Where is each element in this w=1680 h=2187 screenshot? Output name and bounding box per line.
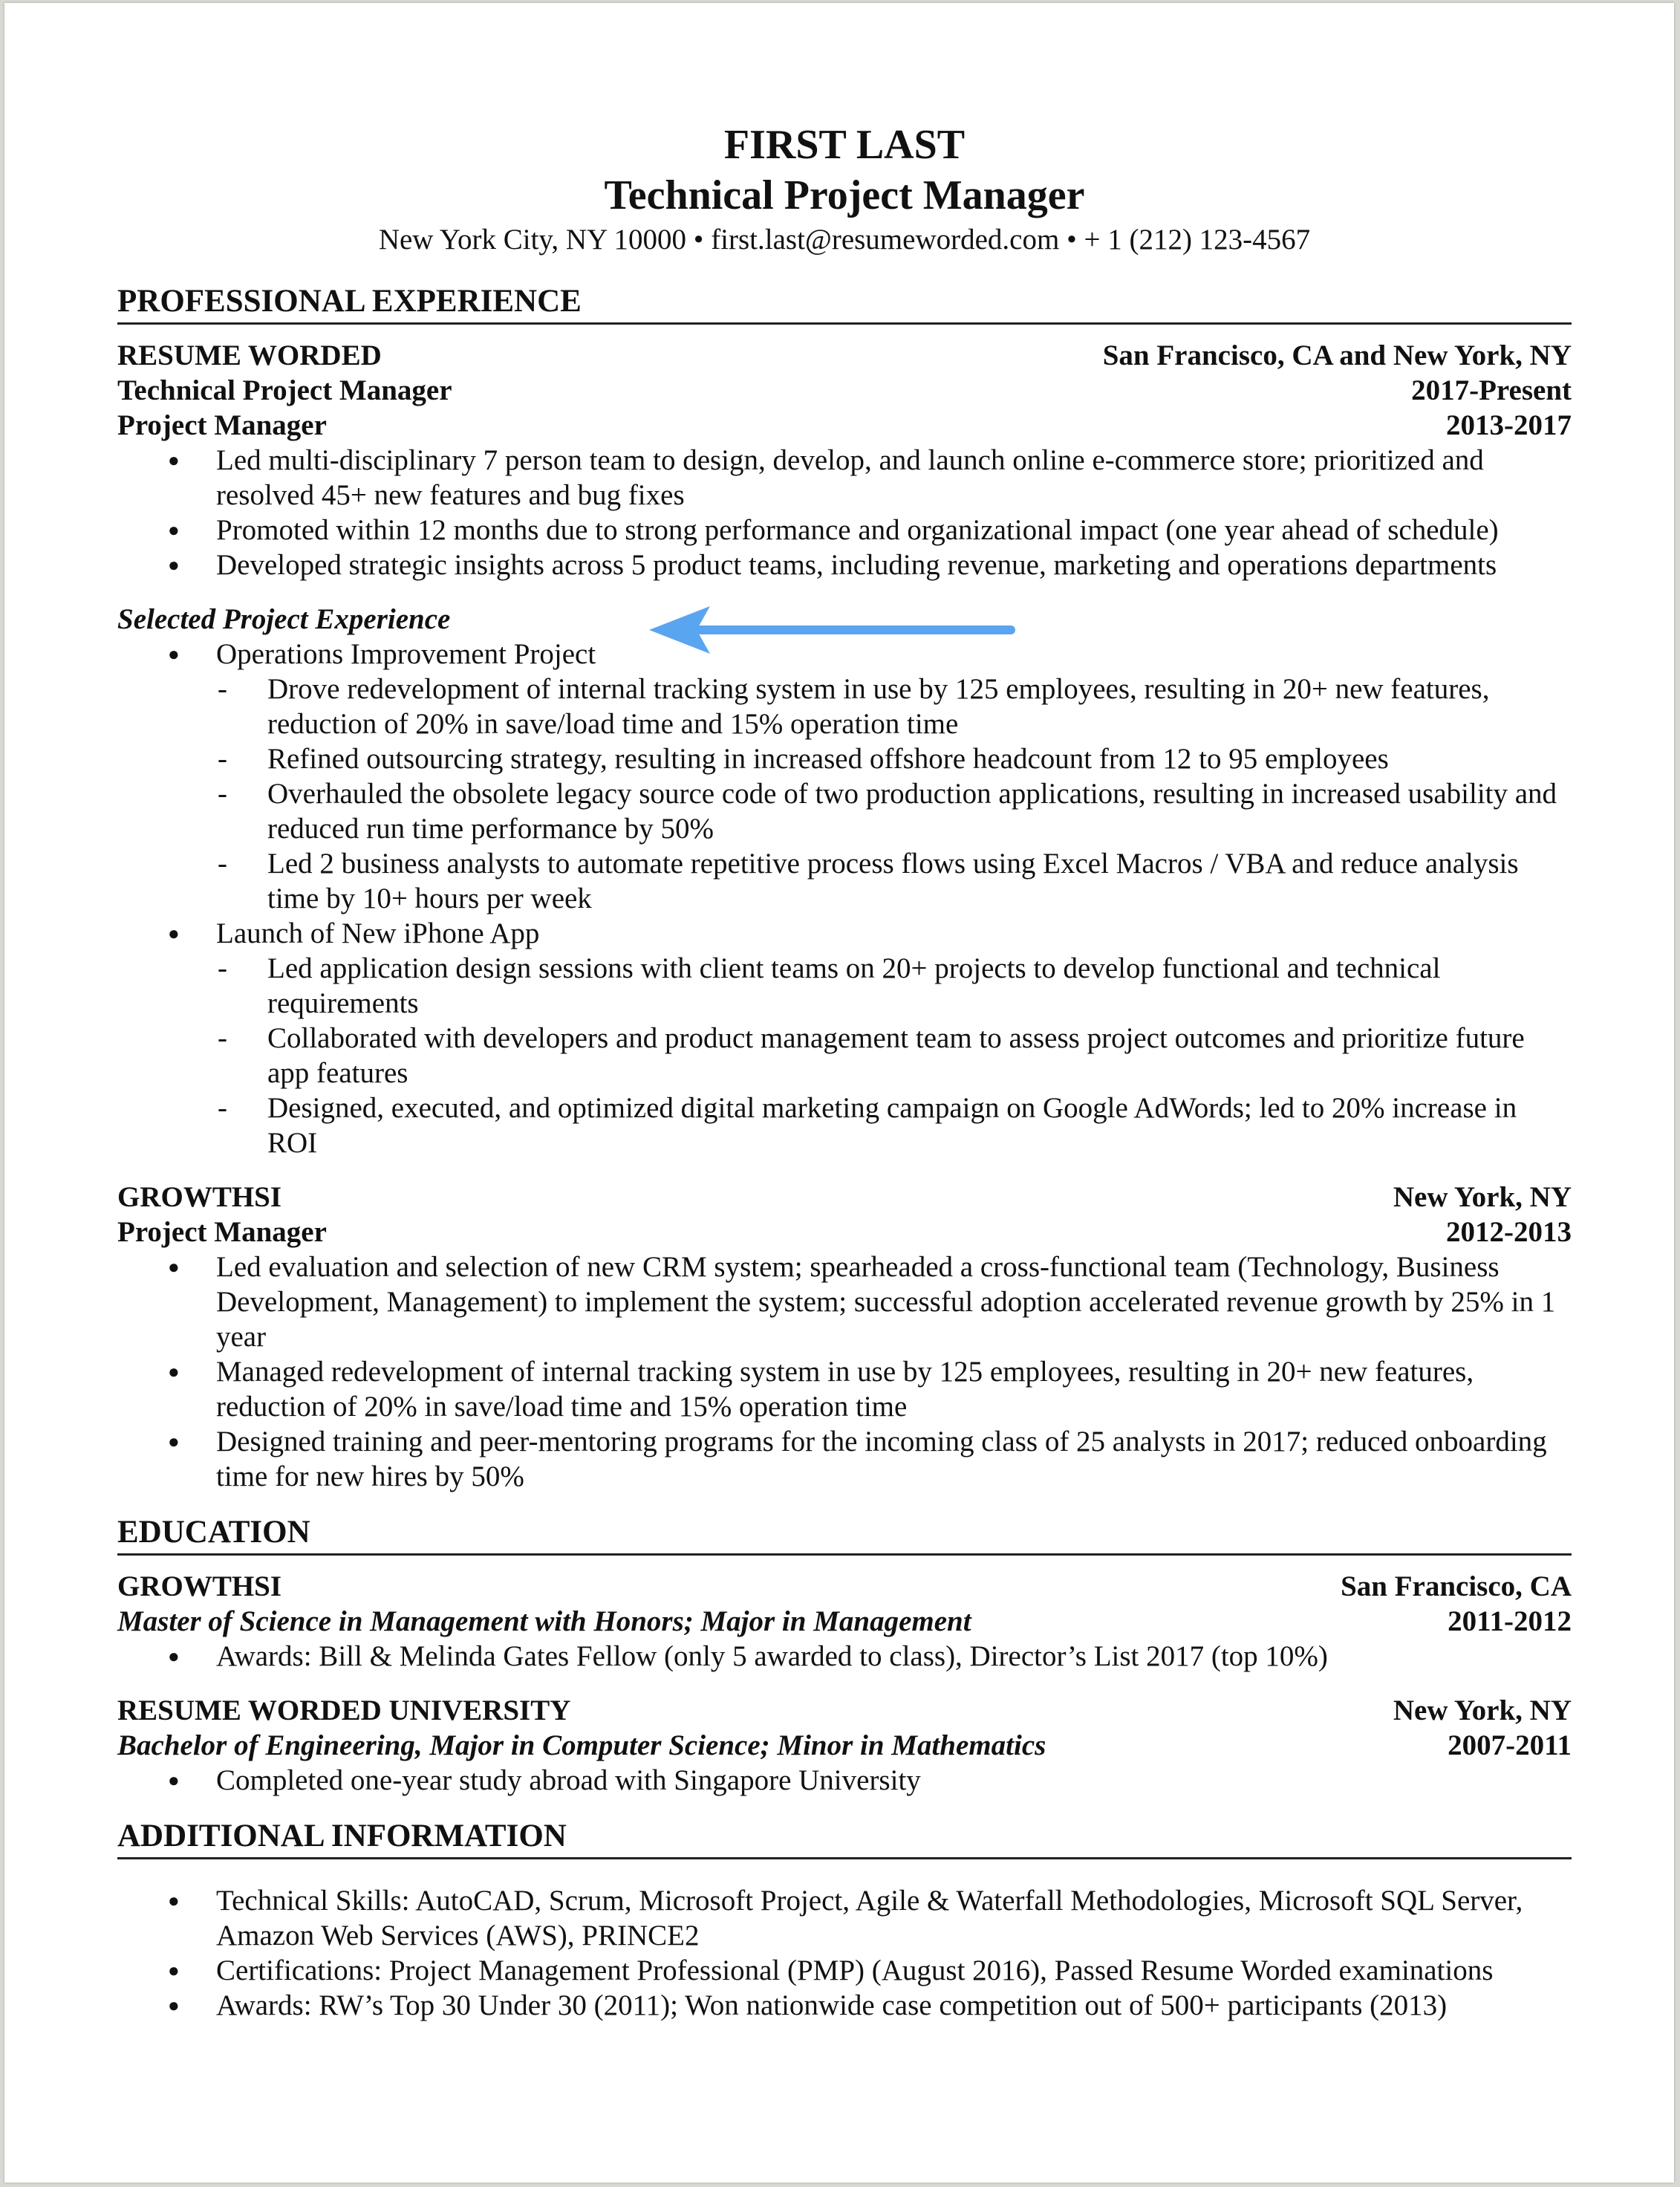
school-location: San Francisco, CA bbox=[1341, 1570, 1572, 1602]
bullet-item: ● Managed redevelopment of internal tracking system in use by 125 employees, resulting in 20+ new features, reduction of 20% in save/load time and 15% operation time bbox=[117, 1354, 1572, 1424]
resume-page bbox=[4, 3, 1674, 2183]
job-role: Project Manager bbox=[117, 1216, 327, 1248]
selected-project-heading: Selected Project Experience bbox=[117, 603, 451, 635]
school-name: GROWTHSI bbox=[117, 1570, 282, 1602]
bullet-item: ● Awards: RW’s Top 30 Under 30 (2011); Won nationwide case competition out of 500+ participants (2013) bbox=[117, 1988, 1572, 2023]
bullet-item: ● Led multi-disciplinary 7 person team to design, develop, and launch online e-commerce store; prioritized and resolved 45+ new features and bug fixes bbox=[117, 443, 1572, 513]
section-heading-education: EDUCATION bbox=[117, 1513, 1572, 1556]
candidate-name: FIRST LAST bbox=[723, 122, 966, 168]
arrow-left-icon bbox=[4, 3, 1674, 2183]
section-heading-experience: PROFESSIONAL EXPERIENCE bbox=[117, 282, 1572, 325]
detail-item: - Refined outsourcing strategy, resulting in increased offshore headcount from 12 to 95 employees bbox=[216, 741, 1572, 776]
education-dates: 2011-2012 bbox=[1448, 1605, 1572, 1637]
detail-item: - Drove redevelopment of internal tracking system in use by 125 employees, resulting in 20+ new features, reduction of 20% in save/load time and 15% operation time bbox=[216, 672, 1572, 741]
school-location: New York, NY bbox=[1393, 1694, 1572, 1726]
bullet-item: ● Awards: Bill & Melinda Gates Fellow (only 5 awarded to class), Director’s List 2017 (top 10%) bbox=[117, 1639, 1572, 1674]
contact-line: New York City, NY 10000 • first.last@resumeworded.com • + 1 (212) 123-4567 bbox=[378, 224, 1311, 256]
project-name: Launch of New iPhone App bbox=[216, 917, 540, 949]
degree: Bachelor of Engineering, Major in Computer Science; Minor in Mathematics bbox=[117, 1729, 1046, 1761]
job-dates: 2013-2017 bbox=[1446, 409, 1572, 441]
detail-item: - Overhauled the obsolete legacy source code of two production applications, resulting in increased usability and reduced run time performance by 50% bbox=[216, 776, 1572, 846]
education-dates: 2007-2011 bbox=[1448, 1729, 1572, 1761]
job-location: San Francisco, CA and New York, NY bbox=[1102, 339, 1572, 371]
detail-item: - Led application design sessions with client teams on 20+ projects to develop functional and technical requirements bbox=[216, 951, 1572, 1021]
company-name: RESUME WORDED bbox=[117, 339, 382, 371]
job-location: New York, NY bbox=[1393, 1181, 1572, 1213]
degree: Master of Science in Management with Honors; Major in Management bbox=[117, 1605, 971, 1637]
bullet-item: ● Led evaluation and selection of new CRM system; spearheaded a cross-functional team (Technology, Business Development, Management) to implement the system; successful adoption accelerated revenue growth by 25% in 1 year bbox=[117, 1250, 1572, 1354]
company-name: GROWTHSI bbox=[117, 1181, 282, 1213]
bullet-item: ● Developed strategic insights across 5 product teams, including revenue, marketing and operations departments bbox=[117, 547, 1572, 582]
bullet-item: ● Certifications: Project Management Professional (PMP) (August 2016), Passed Resume Worded examinations bbox=[117, 1953, 1572, 1988]
bullet-item: ● Technical Skills: AutoCAD, Scrum, Microsoft Project, Agile & Waterfall Methodologies, Microsoft SQL Server, Amazon Web Services (AWS), PRINCE2 bbox=[117, 1883, 1572, 1953]
candidate-title: Technical Project Manager bbox=[604, 172, 1085, 218]
bullet-item: ● Completed one-year study abroad with Singapore University bbox=[117, 1763, 1572, 1798]
bullet-item: ● Designed training and peer-mentoring programs for the incoming class of 25 analysts in 2017; reduced onboarding time for new hires by 50% bbox=[117, 1424, 1572, 1494]
bullet-item: ● Promoted within 12 months due to strong performance and organizational impact (one year ahead of schedule) bbox=[117, 513, 1572, 547]
detail-item: - Designed, executed, and optimized digital marketing campaign on Google AdWords; led to 20% increase in ROI bbox=[216, 1091, 1572, 1160]
project-name: Operations Improvement Project bbox=[216, 638, 596, 670]
job-role: Project Manager bbox=[117, 409, 327, 441]
detail-item: - Collaborated with developers and product management team to assess project outcomes and prioritize future app features bbox=[216, 1021, 1572, 1091]
job-dates: 2017-Present bbox=[1411, 374, 1572, 406]
section-heading-additional: ADDITIONAL INFORMATION bbox=[117, 1817, 1572, 1859]
job-role: Technical Project Manager bbox=[117, 374, 452, 406]
job-dates: 2012-2013 bbox=[1446, 1216, 1572, 1248]
school-name: RESUME WORDED UNIVERSITY bbox=[117, 1694, 571, 1726]
detail-item: - Led 2 business analysts to automate repetitive process flows using Excel Macros / VBA and reduce analysis time by 10+ hours per week bbox=[216, 846, 1572, 916]
